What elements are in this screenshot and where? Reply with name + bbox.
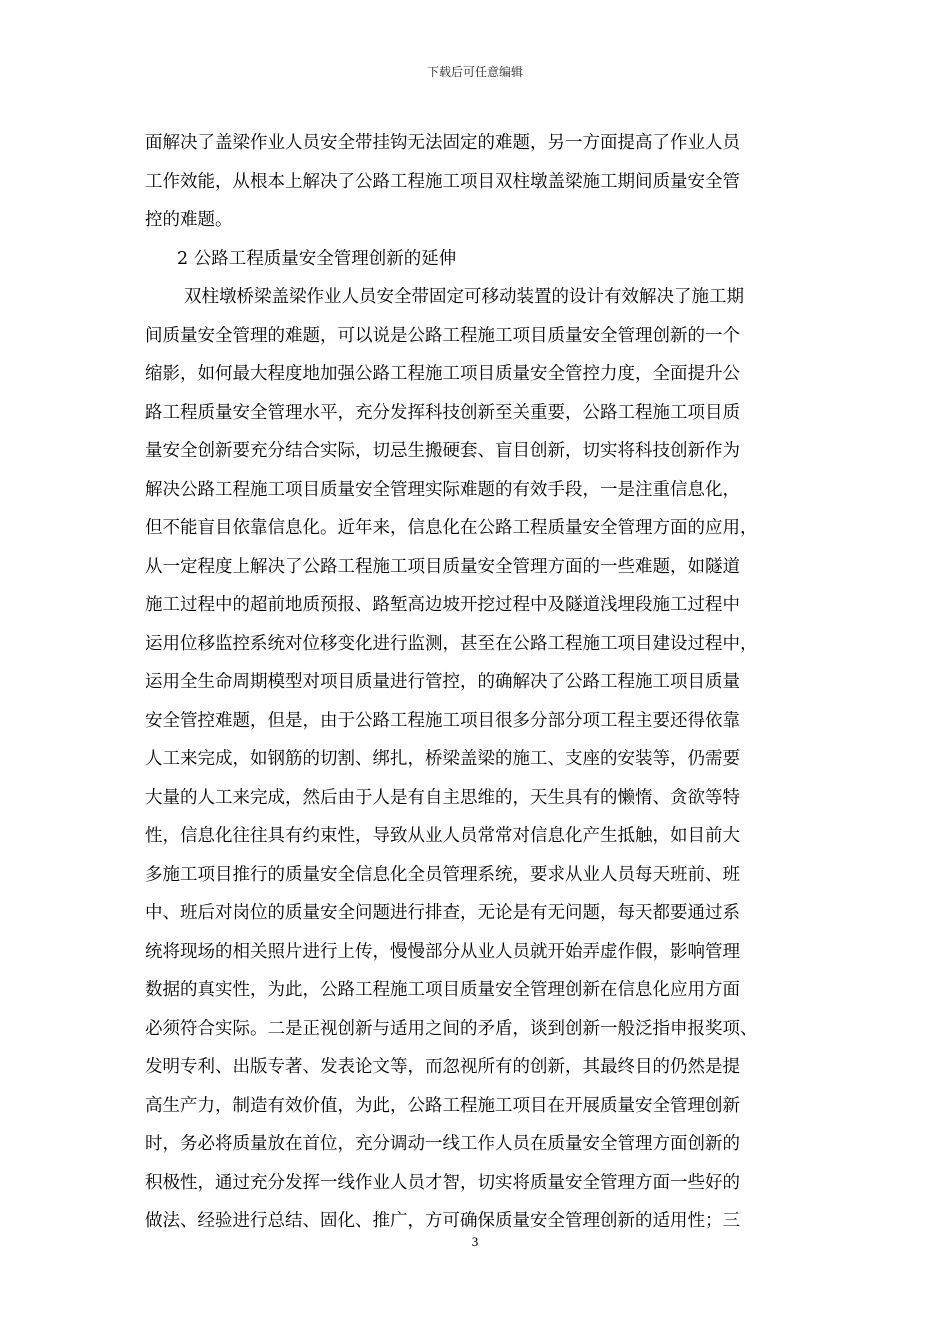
page-header: 下载后可任意编辑	[426, 65, 523, 79]
text-line: 控的难题。	[145, 210, 233, 230]
page-number: 3	[471, 1234, 479, 1249]
text-line: 中、班后对岗位的质量安全问题进行排查，无论是有无问题，每天都要通过系	[145, 903, 740, 923]
text-line: 运用位移监控系统对位移变化进行监测，甚至在公路工程施工项目建设过程中，	[145, 633, 758, 654]
text-line: 人工来完成，如钢筋的切割、绑扎，桥梁盖梁的施工、支座的安装等，仍需要	[145, 749, 740, 769]
text-line: 运用全生命周期模型对项目质量进行管控，的确解决了公路工程施工项目质量	[145, 672, 740, 692]
text-line: 路工程质量安全管理水平，充分发挥科技创新至关重要，公路工程施工项目质	[145, 402, 740, 423]
text-line: 从一定程度上解决了公路工程施工项目质量安全管理方面的一些难题，如隧道	[145, 556, 740, 577]
document-body	[145, 124, 805, 1241]
text-line: 积极性，通过充分发挥一线作业人员才智，切实将质量安全管理方面一些好的	[145, 1172, 740, 1193]
text-line: 多施工项目推行的质量安全信息化全员管理系统，要求从业人员每天班前、班	[145, 864, 740, 885]
text-line: 数据的真实性，为此，公路工程施工项目质量安全管理创新在信息化应用方面	[145, 980, 740, 1000]
text-line: 做法、经验进行总结、固化、推广，方可确保质量安全管理创新的适用性；三	[145, 1211, 740, 1231]
text-line: 性，信息化往往具有约束性，导致从业人员常常对信息化产生抵触，如目前大	[145, 826, 740, 846]
text-line: 解决公路工程施工项目质量安全管理实际难题的有效手段，一是注重信息化，	[145, 479, 740, 500]
text-line: 大量的人工来完成，然后由于人是有自主思维的，天生具有的懒惰、贪欲等特	[145, 787, 740, 808]
text-line: 安全管控难题，但是，由于公路工程施工项目很多分部分项工程主要还得依靠	[145, 710, 740, 731]
text-line: 施工过程中的超前地质预报、路堑高边坡开挖过程中及隧道浅埋段施工过程中	[145, 595, 740, 615]
text-line: 必须符合实际。二是正视创新与适用之间的矛盾，谈到创新一般泛指申报奖项、	[145, 1018, 758, 1039]
text-line: 量安全创新要充分结合实际，切忌生搬硬套、盲目创新，切实将科技创新作为	[145, 441, 740, 461]
text-line: 高生产力，制造有效价值，为此，公路工程施工项目在开展质量安全管理创新	[145, 1095, 740, 1116]
text-line: 间质量安全管理的难题，可以说是公路工程施工项目质量安全管理创新的一个	[145, 325, 740, 346]
text-line: 工作效能，从根本上解决了公路工程施工项目双柱墩盖梁施工期间质量安全管	[145, 171, 740, 192]
section-heading: 2 公路工程质量安全管理创新的延伸	[177, 248, 457, 269]
text-line: 缩影，如何最大程度地加强公路工程施工项目质量安全管控力度，全面提升公	[145, 364, 740, 384]
text-line: 发明专利、出版专著、发表论文等，而忽视所有的创新，其最终目的仍然是提	[145, 1057, 740, 1077]
text-line: 但不能盲目依靠信息化。近年来，信息化在公路工程质量安全管理方面的应用，	[145, 518, 758, 538]
text-line: 时，务必将质量放在首位，充分调动一线工作人员在质量安全管理方面创新的	[145, 1134, 740, 1154]
text-line: 双柱墩桥梁盖梁作业人员安全带固定可移动装置的设计有效解决了施工期	[184, 287, 744, 307]
text-line: 面解决了盖梁作业人员安全带挂钩无法固定的难题，另一方面提高了作业人员	[145, 133, 740, 153]
text-line: 统将现场的相关照片进行上传，慢慢部分从业人员就开始弄虚作假，影响管理	[145, 941, 740, 962]
